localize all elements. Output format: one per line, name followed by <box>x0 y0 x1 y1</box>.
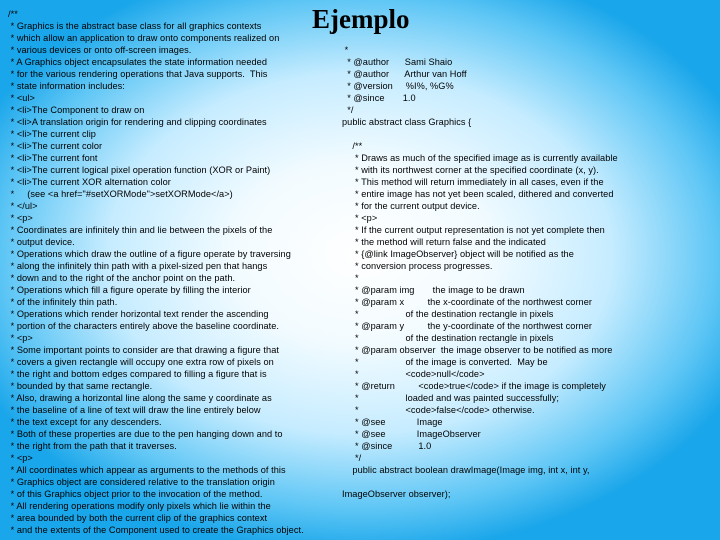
code-line-left: * Operations which draw the outline of a figure operate by traversing <box>8 249 291 259</box>
code-line-left: * various devices or onto off-screen images. <box>8 45 192 55</box>
code-line-left: * <li>The current XOR alternation color <box>8 177 171 187</box>
code-line-left: * covers a given rectangle will occupy one extra row of pixels on <box>8 357 274 367</box>
code-line-left: * <li>The current font <box>8 153 98 163</box>
code-line-right: /** <box>342 141 363 151</box>
code-line-right: * for the current output device. <box>342 201 480 211</box>
code-line-right: * @author Sami Shaio <box>342 57 453 67</box>
code-line-left: * </ul> <box>8 201 38 211</box>
code-line-right: * of the image is converted. May be <box>342 357 548 367</box>
left-code-column <box>8 8 304 536</box>
code-line-left: * of the infinitely thin path. <box>8 297 118 307</box>
code-line-left: * <p> <box>8 453 33 463</box>
code-line-right: * @return <code>true</code> if the image is completely <box>342 381 606 391</box>
code-line-right: * conversion process progresses. <box>342 261 493 271</box>
code-line-right: * @param y the y-coordinate of the northwest corner <box>342 321 592 331</box>
code-line-left: * portion of the characters entirely above the baseline coordinate. <box>8 321 280 331</box>
code-line-left: * along the infinitely thin path with a pixel-sized pen that hangs <box>8 261 268 271</box>
code-line-right: * @param observer the image observer to be notified as more <box>342 345 613 355</box>
code-line-left: * <p> <box>8 213 33 223</box>
code-line-right <box>342 476 618 488</box>
code-line-left: * for the various rendering operations that Java supports. This <box>8 69 268 79</box>
code-line-right: * of the destination rectangle in pixels <box>342 309 554 319</box>
code-line-left: * area bounded by both the current clip of the graphics context <box>8 513 268 523</box>
code-line-left: /** <box>8 9 18 19</box>
code-line-right: * Draws as much of the specified image as is currently available <box>342 153 618 163</box>
code-line-right: * of the destination rectangle in pixels <box>342 333 554 343</box>
code-line-left: * Coordinates are infinitely thin and lie between the pixels of the <box>8 225 273 235</box>
code-line-right: * <code>false</code> otherwise. <box>342 405 535 415</box>
code-line-right: * with its northwest corner at the specified coordinate (x, y). <box>342 165 599 175</box>
code-line-left: * the right and bottom edges compared to filling a figure that is <box>8 369 267 379</box>
code-line-left: * <li>The current color <box>8 141 103 151</box>
code-line-right: public abstract class Graphics { <box>342 117 472 127</box>
code-line-right: * <p> <box>342 213 378 223</box>
code-line-right: */ <box>342 105 354 115</box>
code-line-right: * the method will return false and the indicated <box>342 237 546 247</box>
code-line-right: * @see ImageObserver <box>342 429 481 439</box>
code-line-left: * state information includes: <box>8 81 125 91</box>
code-line-left: * (see <a href="#setXORMode">setXORMode</a>) <box>8 189 233 199</box>
code-line-right: * {@link ImageObserver} object will be notified as the <box>342 249 574 259</box>
code-line-right: ImageObserver observer); <box>342 489 451 499</box>
right-code-column <box>342 44 618 500</box>
code-line-right: * <box>342 45 349 55</box>
code-line-left: * Operations which render horizontal text render the ascending <box>8 309 269 319</box>
code-line-left: * <li>The current logical pixel operation function (XOR or Paint) <box>8 165 271 175</box>
code-line-left: * which allow an application to draw onto components realized on <box>8 33 280 43</box>
code-line-left: * <li>A translation origin for rendering and clipping coordinates <box>8 117 267 127</box>
code-line-right: * @version %I%, %G% <box>342 81 454 91</box>
code-line-left: * <p> <box>8 333 33 343</box>
code-line-left: * of this Graphics object prior to the invocation of the method. <box>8 489 263 499</box>
code-line-right: public abstract boolean drawImage(Image img, int x, int y, <box>342 465 590 475</box>
code-line-right: */ <box>342 453 362 463</box>
code-line-right: * @since 1.0 <box>342 441 432 451</box>
code-line-left: * Operations which fill a figure operate by filling the interior <box>8 285 251 295</box>
code-line-left: * All rendering operations modify only pixels which lie within the <box>8 501 271 511</box>
code-line-left: * down and to the right of the anchor point on the path. <box>8 273 236 283</box>
code-line-right: * @param x the x-coordinate of the northwest corner <box>342 297 592 307</box>
code-line-left: * Also, drawing a horizontal line along the same y coordinate as <box>8 393 272 403</box>
code-line-left: * All coordinates which appear as arguments to the methods of this <box>8 465 286 475</box>
code-line-right: * <box>342 273 359 283</box>
code-line-left: * bounded by that same rectangle. <box>8 381 153 391</box>
code-line-left: * and the extents of the Component used to create the Graphics object. <box>8 525 304 535</box>
code-line-left: * <li>The Component to draw on <box>8 105 145 115</box>
code-line-right: * <code>null</code> <box>342 369 485 379</box>
code-line-right: * @since 1.0 <box>342 93 416 103</box>
code-line-right: * If the current output representation is not yet complete then <box>342 225 605 235</box>
code-line-right: * @see Image <box>342 417 443 427</box>
code-line-left: * A Graphics object encapsulates the state information needed <box>8 57 267 67</box>
code-line-left: * Some important points to consider are that drawing a figure that <box>8 345 279 355</box>
code-line-right: * @author Arthur van Hoff <box>342 69 467 79</box>
code-line-left: * the text except for any descenders. <box>8 417 162 427</box>
code-line-left: * the right from the path that it traverses. <box>8 441 177 451</box>
code-line-left: * <ul> <box>8 93 35 103</box>
slide-title: Ejemplo <box>312 4 410 34</box>
code-line-right: * @param img the image to be drawn <box>342 285 525 295</box>
code-line-left: * the baseline of a line of text will draw the line entirely below <box>8 405 261 415</box>
code-line-left: * output device. <box>8 237 75 247</box>
code-line-right: * loaded and was painted successfully; <box>342 393 559 403</box>
code-line-right <box>342 128 618 140</box>
code-line-right: * This method will return immediately in all cases, even if the <box>342 177 604 187</box>
code-line-left: * <li>The current clip <box>8 129 96 139</box>
code-line-left: * Both of these properties are due to the pen hanging down and to <box>8 429 283 439</box>
code-line-left: * Graphics object are considered relative to the translation origin <box>8 477 275 487</box>
code-line-left: * Graphics is the abstract base class for all graphics contexts <box>8 21 262 31</box>
code-line-right: * entire image has not yet been scaled, dithered and converted <box>342 189 614 199</box>
